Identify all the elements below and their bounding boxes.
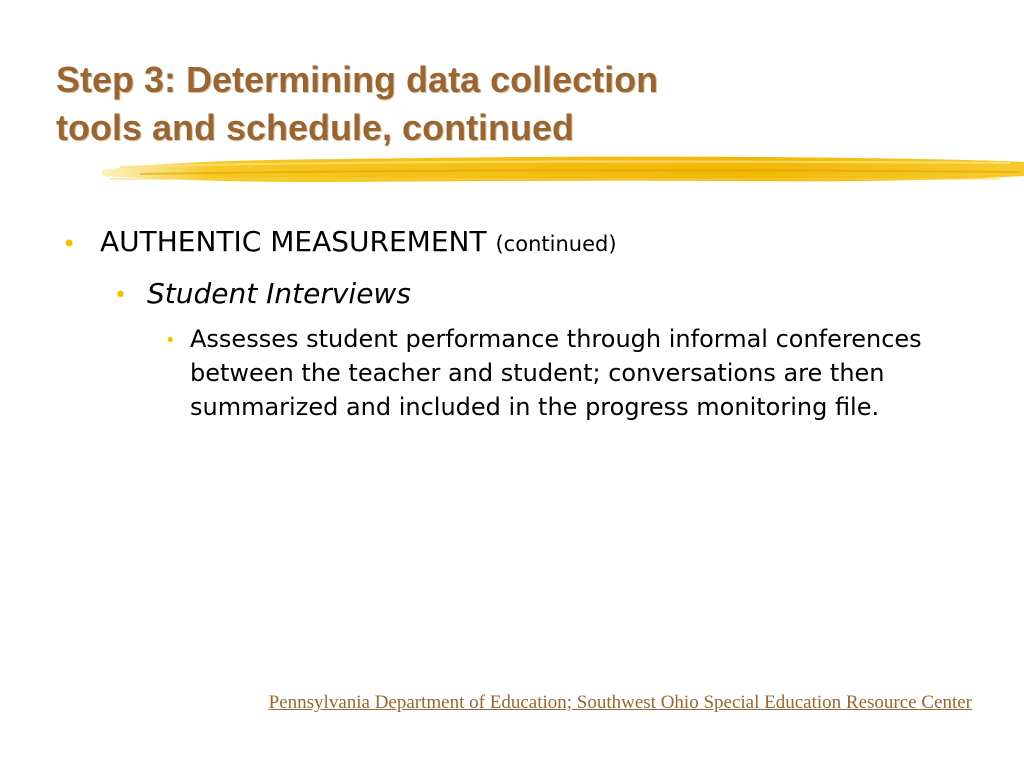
brush-stroke-underline: [100, 150, 1024, 190]
slide-title-line-2: tools and schedule, continued: [56, 107, 575, 148]
bullet-level-1-suffix: (continued): [495, 232, 617, 256]
footer-source-link[interactable]: Pennsylvania Department of Education; Southwest Ohio Special Education Resource Center: [268, 692, 972, 713]
bullet-level-3: Assesses student performance through informal conferences between the teacher and student; conversations are then summarized and included in the progress monitoring file.: [190, 325, 922, 421]
bullet-dot-level-1: •: [62, 230, 77, 258]
slide-title: [56, 56, 916, 152]
slide-title-line-1: Step 3: Determining data collection: [56, 59, 659, 100]
bullet-dot-level-3: •: [165, 330, 176, 351]
bullet-dot-level-2: •: [114, 283, 127, 308]
bullet-level-1-text: AUTHENTIC MEASUREMENT: [100, 225, 487, 258]
bullet-level-2: Student Interviews: [147, 277, 411, 310]
bullet-level-1: [100, 222, 617, 264]
